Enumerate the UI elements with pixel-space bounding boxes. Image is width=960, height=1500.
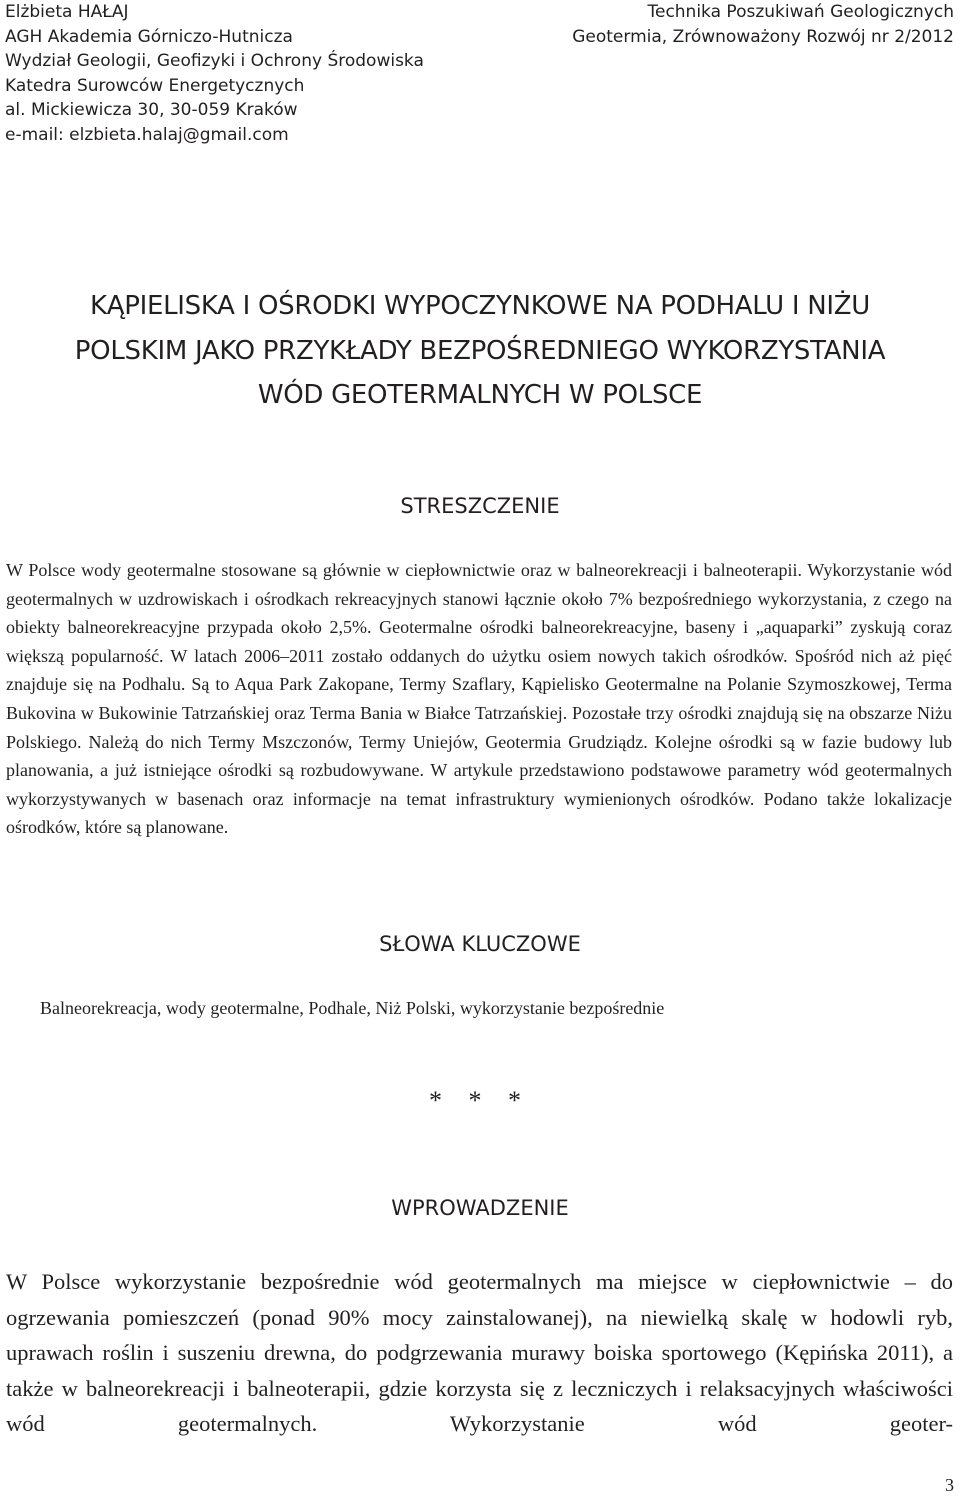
title-line-3: WÓD GEOTERMALNYCH W POLSCE <box>257 380 703 410</box>
paper-title <box>0 284 960 418</box>
author-info <box>5 0 525 148</box>
abstract-text: W Polsce wody geotermalne stosowane są głównie w ciepłownictwie oraz w balneorekreacji i balneoterapii. Wykorzystanie wód geotermalnych w uzdrowiskach i ośrodkach rekreacyjnych stanowi łącznie około 7% bezpośredniego wykorzystania, z czego na obiekty balneorekreacyjne przypada około 2,5%. Geotermalne ośrodki balneorekreacyjne, baseny i „aquaparki” zyskują coraz większą popularność. W latach 2006–2011 zostało oddanych do użytku osiem nowych takich ośrodków. Spośród nich aż pięć znajduje się na Podhalu. Są to Aqua Park Zakopane, Termy Szaflary, Kąpielisko Geotermalne na Polanie Szymoszkowej, Terma Bukovina w Bukowinie Tatrzańskiej oraz Terma Bania w Białce Tatrzańskiej. Pozostałe trzy ośrodki znajdują się na obszarze Niżu Polskiego. Należą do nich Termy Mszczonów, Termy Uniejów, Geotermia Grudziądz. Kolejne ośrodki są w fazie budowy lub planowania, a już istniejące ośrodki są rozbudowywane. W artykule przedstawiono podstawowe parametry wód geotermalnych wykorzystywanych w basenach oraz informacje na temat infrastruktury wymienionych ośrodków. Podano także lokalizacje ośrodków, które są planowane. <box>6 560 952 838</box>
title-line-2: POLSKIM JAKO PRZYKŁADY BEZPOŚREDNIEGO WYKORZYSTANIA <box>74 335 886 366</box>
title-line-1: KĄPIELISKA I OŚRODKI WYPOCZYNKOWE NA PODHALU I NIŻU <box>90 291 870 321</box>
keywords-text: Balneorekreacja, wody geotermalne, Podhale, Niż Polski, wykorzystanie bezpośrednie <box>40 998 665 1018</box>
journal-name: Technika Poszukiwań Geologicznych <box>647 2 954 22</box>
author-email[interactable]: e-mail: elzbieta.halaj@gmail.com <box>5 124 289 145</box>
introduction-heading: WPROWADZENIE <box>391 1196 569 1220</box>
author-institution: AGH Akademia Górniczo-Hutnicza <box>5 26 293 47</box>
section-separator: * * * <box>429 1086 531 1115</box>
author-faculty: Wydział Geologii, Geofizyki i Ochrony Środowiska <box>5 51 424 72</box>
author-name: Elżbieta HAŁAJ <box>5 2 129 22</box>
page-number: 3 <box>945 1475 954 1495</box>
keywords-heading: SŁOWA KLUCZOWE <box>379 932 581 956</box>
journal-header <box>494 0 954 49</box>
journal-issue: Geotermia, Zrównoważony Rozwój nr 2/2012 <box>572 26 954 47</box>
introduction-text: W Polsce wykorzystanie bezpośrednie wód geotermalnych ma miejsce w ciepłownictwie – do ogrzewania pomieszczeń (ponad 90% mocy zainstalowanej), na niewielką skalę w hodowli ryb, uprawach roślin i suszeniu drewna, do podgrzewania murawy boiska sportowego (Kępińska 2011), a także w balneorekreacji i balneoterapii, gdzie korzysta się z leczniczych i relaksacyjnych właściwości wód geotermalnych. Wykorzystanie wód geoter- <box>6 1269 953 1437</box>
author-department: Katedra Surowców Energetycznych <box>5 75 305 96</box>
abstract-heading: STRESZCZENIE <box>400 494 560 518</box>
author-address: al. Mickiewicza 30, 30-059 Kraków <box>5 100 298 121</box>
